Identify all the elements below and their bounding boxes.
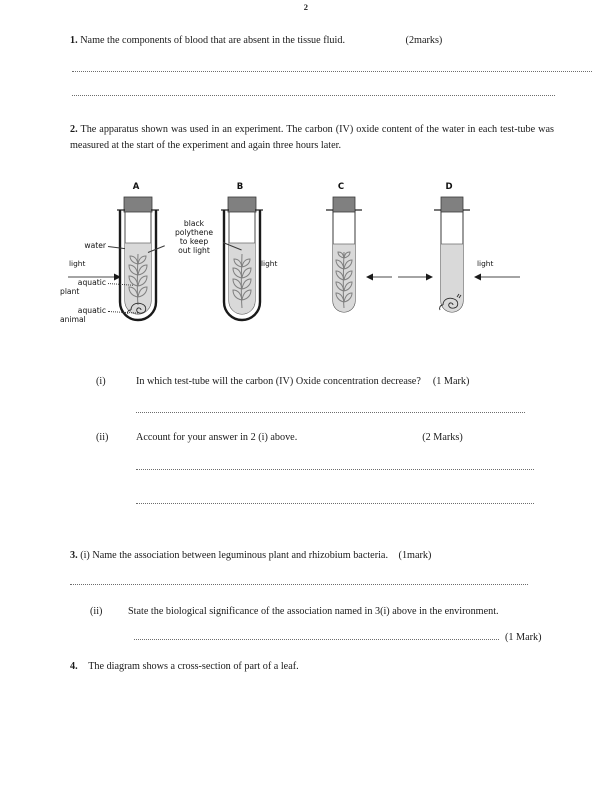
tube-letter-A: A (132, 182, 140, 192)
answer-line-2i[interactable] (136, 412, 525, 413)
question-3-part-ii (90, 604, 560, 620)
question-3-part-ii-label: (ii) (90, 606, 103, 617)
answer-line-2ii-b[interactable] (136, 503, 534, 504)
label-aquatic-animal (60, 307, 106, 325)
label-aquatic-animal-line1: aquatic (77, 306, 106, 315)
question-2-number: 2. (70, 124, 78, 135)
question-3-part-ii-text: State the biological significance of the association named in 3(i) above in the environment. (128, 606, 499, 617)
test-tube-C (322, 202, 366, 326)
page-number: 2 (303, 2, 309, 12)
question-2-part-ii-label: (ii) (96, 432, 109, 443)
test-tube-D (430, 202, 474, 326)
question-2-part-i (96, 374, 554, 390)
light-arrow-3 (474, 272, 520, 282)
experiment-diagram (60, 180, 552, 350)
question-3-part-i-label: (i) (80, 550, 90, 561)
label-aquatic-animal-line2: animal (60, 314, 86, 324)
tube-letter-B: B (236, 182, 244, 192)
light-arrow-1 (68, 272, 124, 282)
light-label-3: light (477, 259, 494, 268)
answer-line-3i[interactable] (70, 584, 528, 585)
test-tube-A (112, 202, 164, 326)
question-1 (70, 33, 554, 49)
label-polythene-line1: black (183, 219, 205, 228)
question-3-part-i (70, 548, 554, 564)
question-3-part-i-marks: (1mark) (398, 550, 432, 561)
light-label-2: light (261, 259, 278, 268)
light-arrow-2-right (398, 272, 434, 282)
label-black-polythene (163, 220, 225, 256)
tube-letter-C: C (337, 182, 345, 192)
question-2-text: The apparatus shown was used in an experiment. The carbon (IV) oxide content of the water in each test-tube was measured at the start of the experiment and again three hours later. (70, 124, 554, 151)
light-arrow-2-left (366, 272, 392, 282)
question-2-part-ii (96, 430, 554, 446)
label-water: water (84, 241, 106, 250)
tube-letter-D: D (445, 182, 453, 192)
question-3-part-ii-marks: (1 Mark) (505, 632, 542, 643)
question-2-part-i-text: In which test-tube will the carbon (IV) Oxide concentration decrease? (136, 376, 421, 387)
question-1-number: 1. (70, 35, 78, 46)
question-2-part-i-marks: (1 Mark) (432, 376, 470, 387)
question-3-number: 3. (70, 550, 78, 561)
label-polythene-line4: out light (178, 245, 210, 255)
label-polythene-line3: to keep (179, 236, 209, 246)
label-aquatic-plant-line1: aquatic (77, 278, 106, 287)
answer-line-3ii[interactable] (134, 639, 499, 640)
question-2-part-i-label: (i) (96, 376, 106, 387)
answer-line-1a[interactable] (72, 71, 592, 72)
question-2-part-ii-marks: (2 Marks) (422, 432, 463, 443)
question-4-number: 4. (70, 661, 78, 672)
question-1-text: Name the components of blood that are absent in the tissue fluid. (80, 35, 345, 46)
label-aquatic-plant-line2: plant (60, 286, 80, 296)
question-3-part-i-text: Name the association between leguminous plant and rhizobium bacteria. (92, 550, 388, 561)
label-polythene-line2: polythene (174, 227, 214, 237)
question-4-text: The diagram shows a cross-section of part of a leaf. (88, 661, 299, 672)
light-label-1: light (69, 259, 86, 268)
answer-line-2ii-a[interactable] (136, 469, 534, 470)
question-2 (70, 122, 554, 154)
question-1-marks: (2marks) (405, 35, 443, 46)
question-4 (70, 659, 554, 675)
answer-line-1b[interactable] (72, 95, 555, 96)
question-2-part-ii-text: Account for your answer in 2 (i) above. (136, 432, 298, 443)
